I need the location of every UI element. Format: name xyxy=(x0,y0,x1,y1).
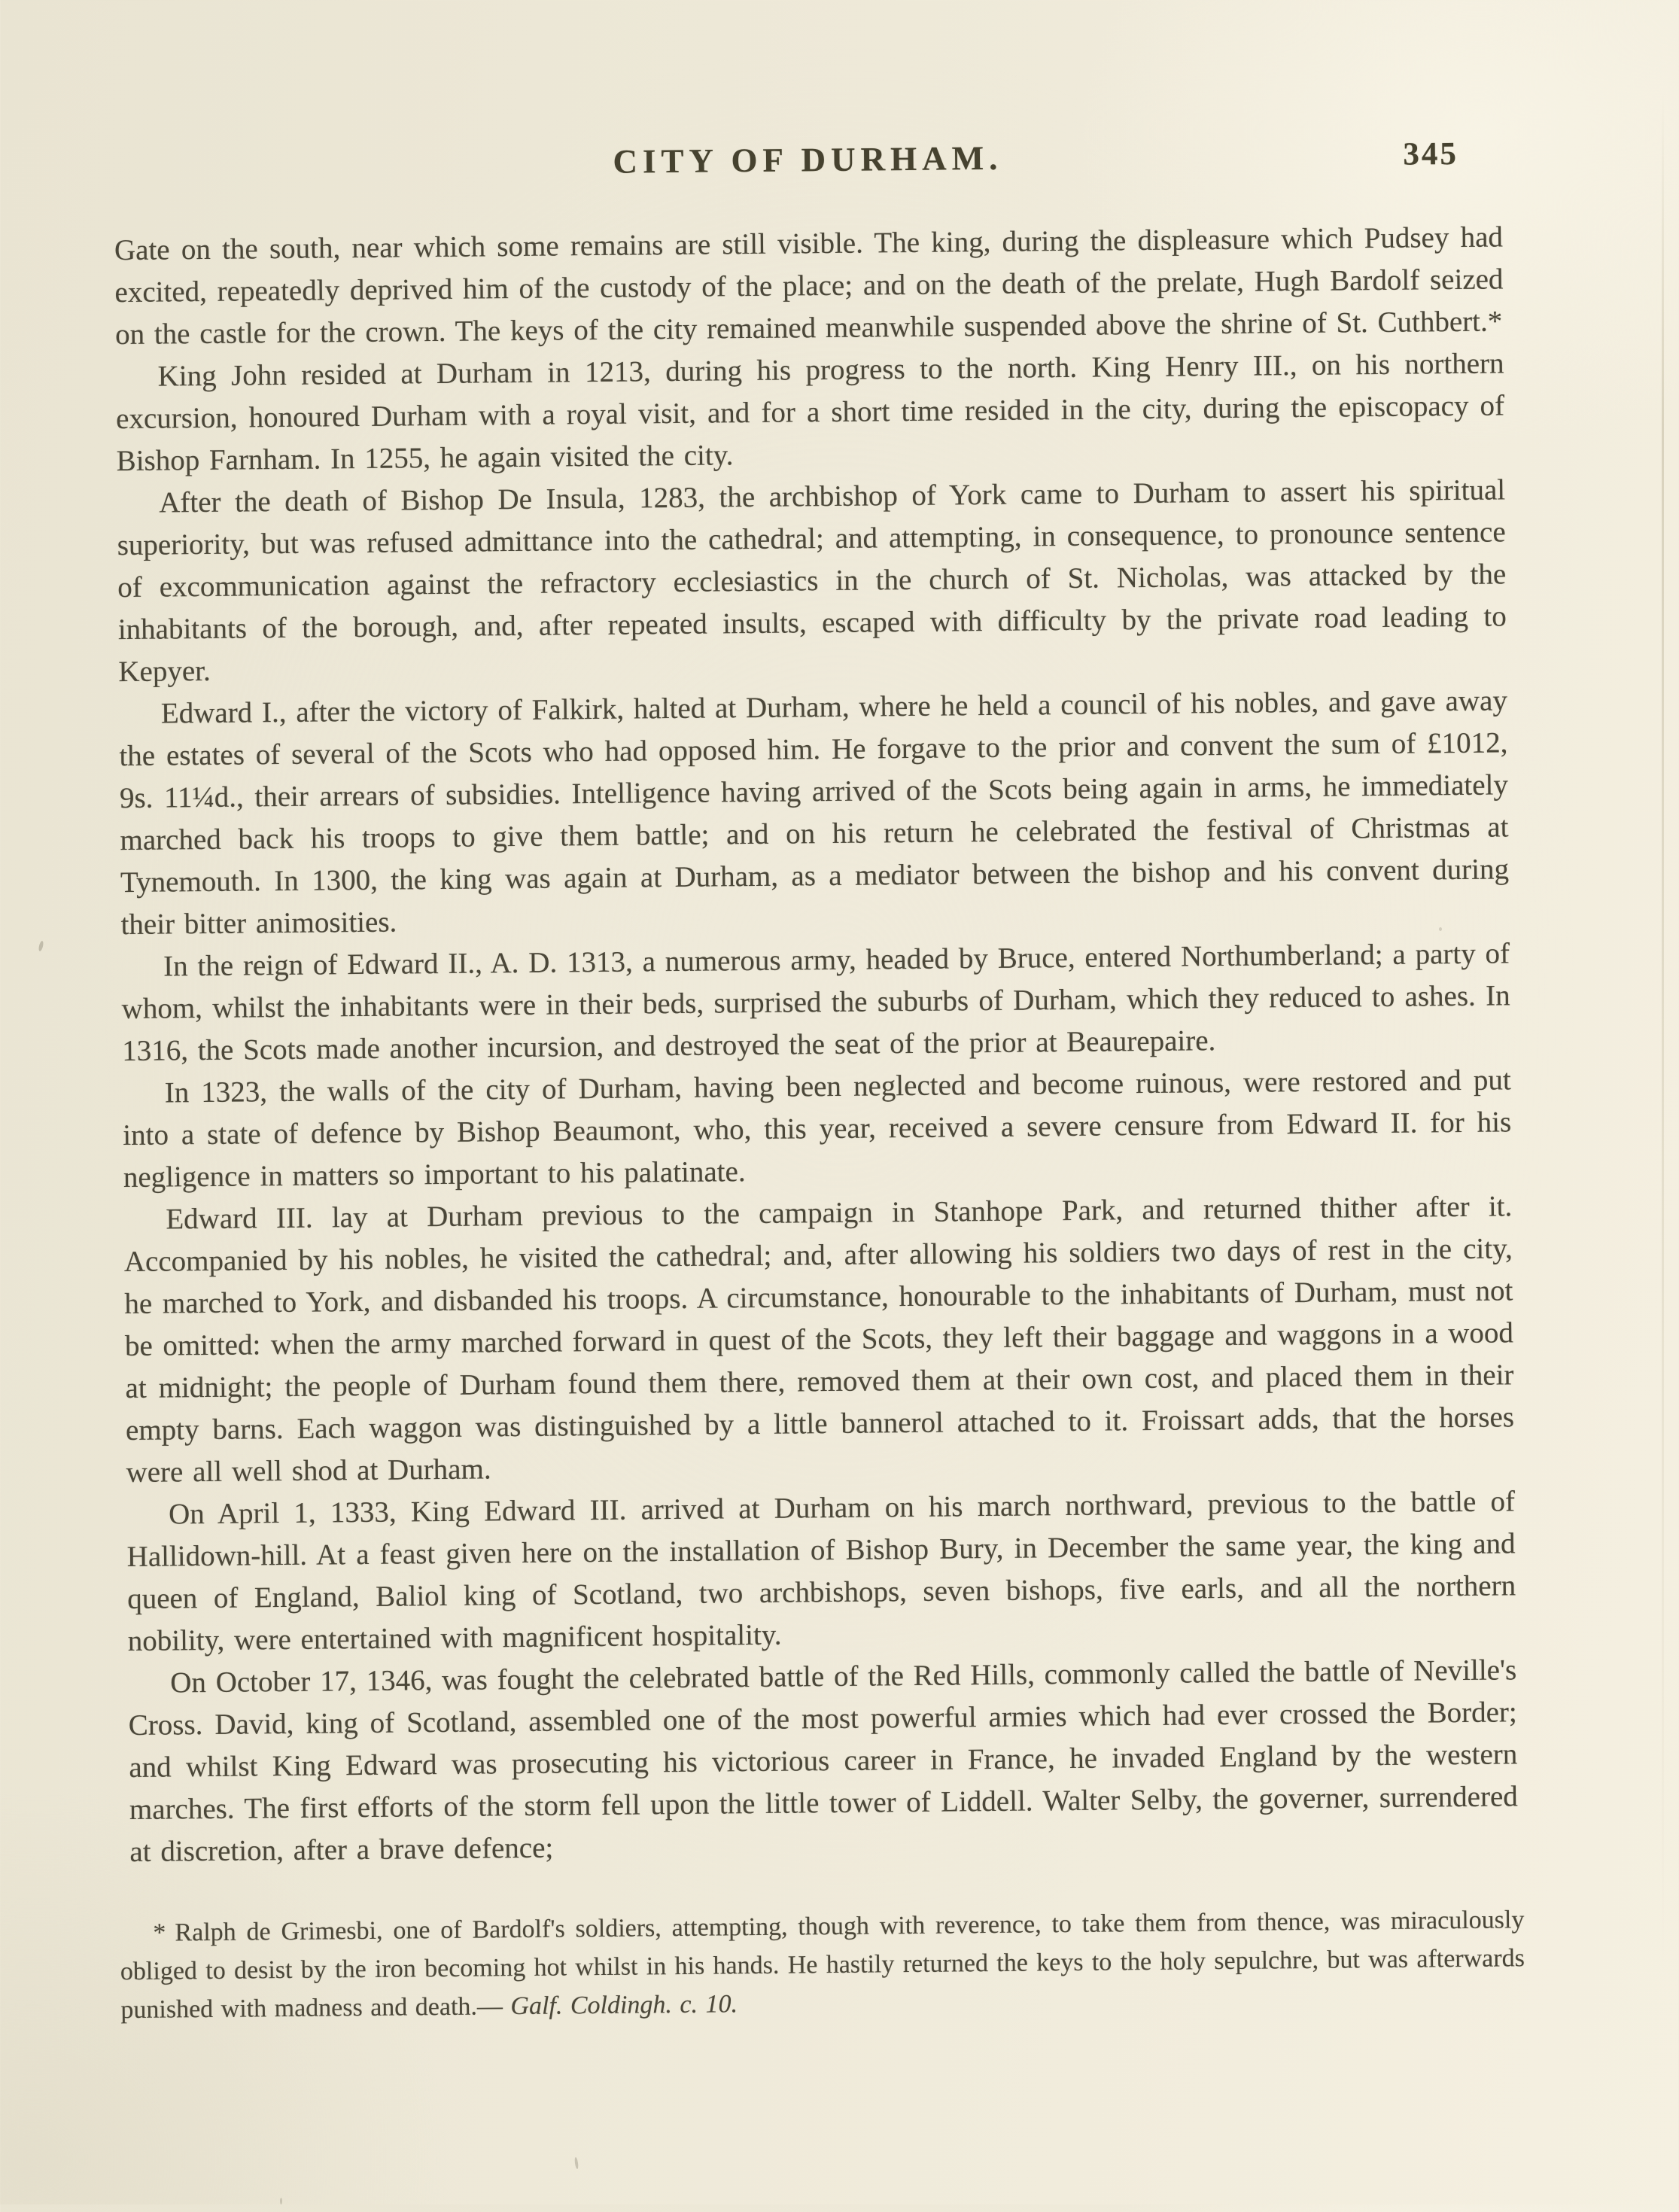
paragraph: Edward III. lay at Durham previous to the campaign in Stanhope Park, and returned thither after it. Accompanied by his nobles, he visited the cathedral; and, after allowing his soldiers two days of rest in the city, he marched to York, and disbanded his troops. A circumstance, honourable to the inhabitants of Durham, must not be omitted: when the army marched forward in quest of the Scots, they left their baggage and waggons in a wood at midnight; the people of Durham found them there, removed them at their own cost, and placed them in their empty barns. Each waggon was distinguished by a little bannerol attached to it. Froissart adds, that the horses were all well shod at Durham. xyxy=(123,1190,1515,1489)
footnote-citation: Galf. Coldingh. c. 10. xyxy=(510,1990,738,2021)
paragraph: On October 17, 1346, was fought the celebrated battle of the Red Hills, commonly called the battle of Neville's Cross. David, king of Scotland, assembled one of the most powerful armies which had ever crossed the Border; and whilst King Edward was prosecuting his victorious career in France, he invaded England by the western marches. The first efforts of the storm fell upon the little tower of Liddell. Walter Selby, the governer, surrendered at discretion, after a brave defence; xyxy=(128,1654,1519,1869)
footnote-text: Ralph de Grimesbi, one of Bardolf's soldiers, attempting, though with reverence, to take them from thence, was miraculously obliged to desist by the iron becoming hot whilst in his hands. He hastily returned the keys to the holy sepulchre, but was afterwards punished with madness and death.— xyxy=(120,1906,1525,2025)
paragraph: King John resided at Durham in 1213, during his progress to the north. King Henry III., on his northern excursion, honoured Durham with a royal visit, and for a short time resided in the city, during the episcopacy of Bishop Farnham. In 1255, he again visited the city. xyxy=(115,347,1505,478)
footnote xyxy=(120,1900,1525,2029)
running-header xyxy=(114,133,1503,199)
paragraph: Gate on the south, near which some remains are still visible. The king, during the displeasure which Pudsey had excited, repeatedly deprived him of the custody of the place; and on the death of the prelate, Hugh Bardolf seized on the castle for the crown. The keys of the city remained meanwhile suspended above the shrine of St. Cuthbert.* xyxy=(114,221,1504,351)
page-column xyxy=(114,216,1525,2029)
paragraph: In the reign of Edward II., A. D. 1313, a numerous army, headed by Bruce, entered Northumberland; a party of whom, whilst the inhabitants were in their beds, surprised the suburbs of Durham, which they reduced to ashes. In 1316, the Scots made another incursion, and destroyed the seat of the prior at Beaurepaire. xyxy=(121,937,1510,1068)
paragraph: After the death of Bishop De Insula, 1283, the archbishop of York came to Durham to assert his spiritual superiority, but was refused admittance into the cathedral; and attempting, in consequence, to pronounce sentence of excommunication against the refractory ecclesiastics in the church of St. Nicholas, was attacked by the inhabitants of the borough, and, after repeated insults, escaped with difficulty by the private road leading to Kepyer. xyxy=(117,473,1507,689)
paragraph: Edward I., after the victory of Falkirk, halted at Durham, where he held a council of his nobles, and gave away the estates of several of the Scots who had opposed him. He forgave to the prior and convent the sum of £1012, 9s. 11¼d., their arrears of subsidies. Intelligence having arrived of the Scots being again in arms, he immediately marched back his troops to give them battle; and on his return he celebrated the festival of Christmas at Tynemouth. In 1300, the king was again at Durham, as a mediator between the bishop and his convent during their bitter animosities. xyxy=(119,684,1510,942)
page-number: 345 xyxy=(1403,135,1459,172)
page-title: CITY OF DURHAM. xyxy=(613,138,1003,181)
body-text xyxy=(114,216,1519,1873)
paragraph: On April 1, 1333, King Edward III. arrived at Durham on his march northward, previous to the battle of Hallidown-hill. At a feast given here on the installation of Bishop Bury, in December the same year, the king and queen of England, Baliol king of Scotland, two archbishops, seven bishops, five earls, and all the northern nobility, were entertained with magnificent hospitality. xyxy=(126,1485,1516,1658)
footnote-marker: * xyxy=(153,1918,166,1947)
paragraph: In 1323, the walls of the city of Durham, having been neglected and become ruinous, were restored and put into a state of defence by Bishop Beaumont, who, this year, received a severe censure from Edward II. for his negligence in matters so important to his palatinate. xyxy=(123,1063,1512,1194)
